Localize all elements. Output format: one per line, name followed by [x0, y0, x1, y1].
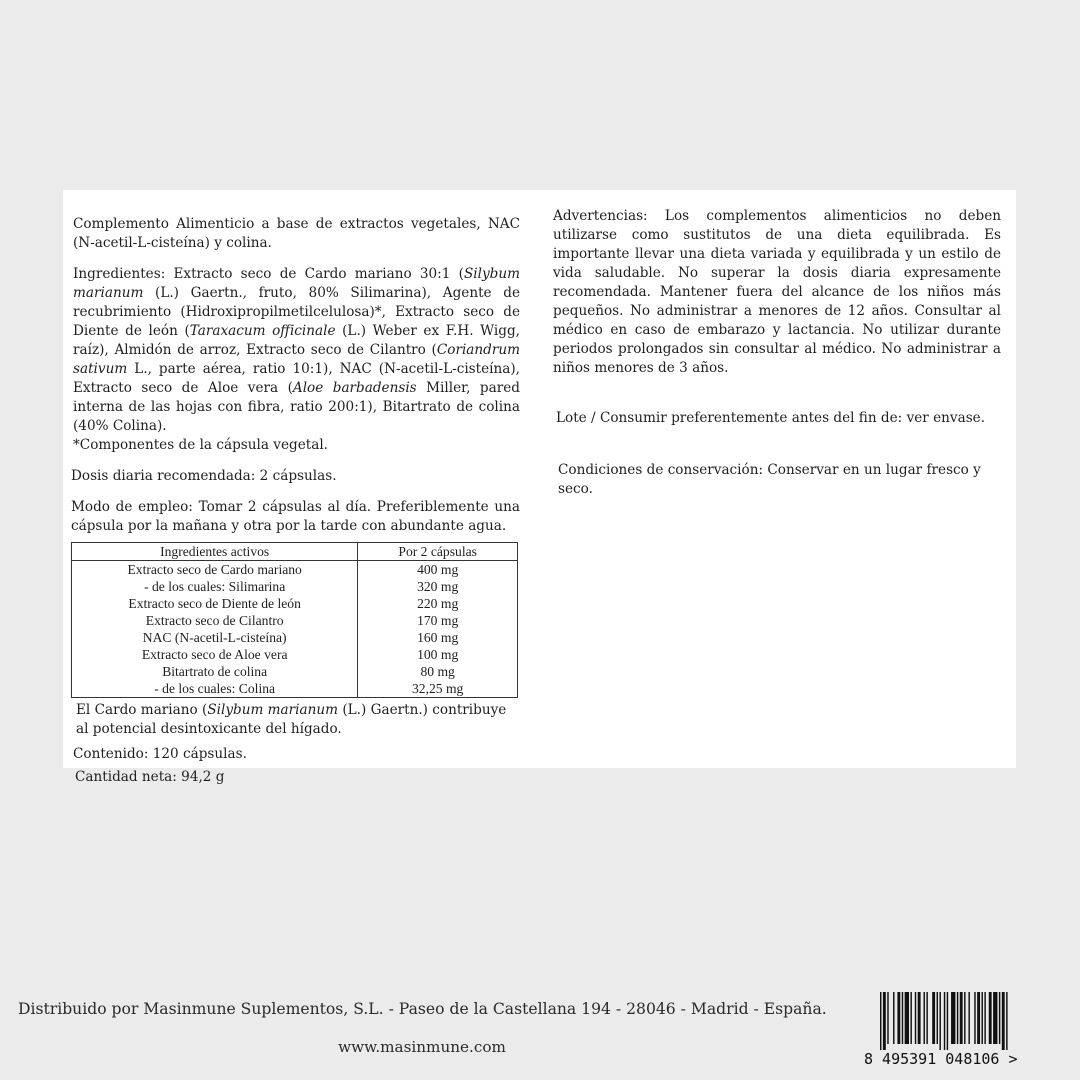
- table-row: - de los cuales: Colina 32,25 mg: [72, 680, 518, 698]
- storage-conditions: Condiciones de conservación: Conservar en un lugar fresco y seco.: [558, 462, 981, 497]
- table-row: NAC (N-acetil-L-cisteína) 160 mg: [72, 629, 518, 646]
- barcode-bar: [937, 992, 938, 1044]
- barcode-bar: [1002, 992, 1005, 1050]
- table-row: Extracto seco de Diente de león 220 mg: [72, 595, 518, 612]
- daily-dose: Dosis diaria recomendada: 2 cápsulas.: [71, 468, 337, 484]
- barcode-bar: [960, 992, 963, 1044]
- table-header: Por 2 cápsulas: [358, 543, 518, 561]
- barcode-bar: [947, 992, 948, 1050]
- barcode-bar: [968, 992, 969, 1044]
- table-row: - de los cuales: Silimarina 320 mg: [72, 578, 518, 595]
- capsule-count: Contenido: 120 cápsulas.: [73, 746, 247, 762]
- barcode-bar: [883, 992, 886, 1050]
- barcode-bar: [989, 992, 992, 1044]
- table-row: Extracto seco de Cardo mariano 400 mg: [72, 561, 518, 579]
- label-panel: [63, 190, 1016, 785]
- barcode-bar: [880, 992, 881, 1050]
- barcode-bar: [1006, 992, 1007, 1050]
- warnings-text: Advertencias: Los complementos alimenticios no deben utilizarse como sustitutos de una dieta equilibrada. Es importante llevar una dieta variada y equilibrada y un estilo de vida saludable. No superar la dosis diaria expresamente recomendada. Mantener fuera del alcance de los niños más pequeños. No administrar a menores de 12 años. Consultar al médico en caso de embarazo y lactancia. No utilizar durante periodos prolongados sin consultar al médico. No administrar a niños menores de 3 años.: [553, 208, 1001, 376]
- barcode-bar: [999, 992, 1000, 1044]
- barcode-bar: [905, 992, 909, 1044]
- website-link[interactable]: www.masinmune.com: [338, 1038, 506, 1056]
- table-row: Extracto seco de Aloe vera 100 mg: [72, 646, 518, 663]
- barcode-bar: [926, 992, 927, 1044]
- active-ingredients-table: [71, 542, 518, 698]
- left-column: [73, 215, 520, 787]
- product-description: Complemento Alimenticio a base de extractos vegetales, NAC (N-acetil-L-cisteína) y colina.: [73, 216, 520, 251]
- lot-expiry-text: Lote / Consumir preferentemente antes del fin de: ver envase.: [556, 410, 986, 426]
- barcode-bar: [910, 992, 911, 1044]
- barcode-bar: [924, 992, 925, 1044]
- barcode-bar: [902, 992, 903, 1044]
- capsule-note: *Componentes de la cápsula vegetal.: [73, 437, 328, 453]
- table-header: Ingredientes activos: [72, 543, 358, 561]
- table-header-row: [72, 543, 518, 561]
- barcode-bar: [915, 992, 916, 1044]
- barcode-bar: [957, 992, 958, 1044]
- barcode-bar: [977, 992, 980, 1044]
- barcode-bar: [982, 992, 983, 1044]
- net-quantity: Cantidad neta: 94,2 g: [75, 769, 225, 785]
- barcode-bar: [993, 992, 997, 1044]
- table-row: Bitartrato de colina 80 mg: [72, 663, 518, 680]
- barcode-bar: [964, 992, 965, 1044]
- barcode-bar: [944, 992, 945, 1050]
- ingredients-list: Ingredientes: Extracto seco de Cardo mariano 30:1 (Silybum marianum (L.) Gaertn., fruto, 80% Silimarina), Agente de recubrimiento (Hidroxipropilmetilcelulosa)*, Extracto seco de Diente de león (Taraxacum officinale (L.) Weber ex F.H. Wigg, raíz), Almidón de arroz, Extracto seco de Cilantro (Coriandrum sativum L., parte aérea, ratio 10:1), NAC (N-acetil-L-cisteína), Extracto seco de Aloe vera (Aloe barbadensis Miller, pared interna de las hojas con fibra, ratio 200:1), Bitartrato de colina (40% Colina).: [73, 266, 520, 434]
- barcode-bar: [939, 992, 940, 1050]
- barcode-bar: [887, 992, 888, 1044]
- health-claim: El Cardo mariano (Silybum marianum (L.) Gaertn.) contribuye al potencial desintoxicante del hígado.: [76, 702, 507, 737]
- barcode-bar: [984, 992, 985, 1044]
- right-column: [553, 207, 1001, 499]
- barcode-bar: [932, 992, 935, 1044]
- distributor-info: Distribuido por Masinmune Suplementos, S.L. - Paseo de la Castellana 194 - 28046 - Madrid - España.: [18, 1000, 827, 1018]
- usage-instructions: Modo de empleo: Tomar 2 cápsulas al día. Preferiblemente una cápsula por la mañana y otra por la tarde con abundante agua.: [71, 499, 520, 534]
- barcode-bar: [893, 992, 894, 1044]
- barcode-bar: [951, 992, 955, 1044]
- barcode-bar: [897, 992, 900, 1044]
- barcode-bar: [974, 992, 975, 1044]
- barcode-bars: [864, 992, 1064, 1050]
- barcode-digits: 8 495391 048106 >: [864, 1050, 1018, 1068]
- barcode-bar: [918, 992, 921, 1044]
- table-row: Extracto seco de Cilantro 170 mg: [72, 612, 518, 629]
